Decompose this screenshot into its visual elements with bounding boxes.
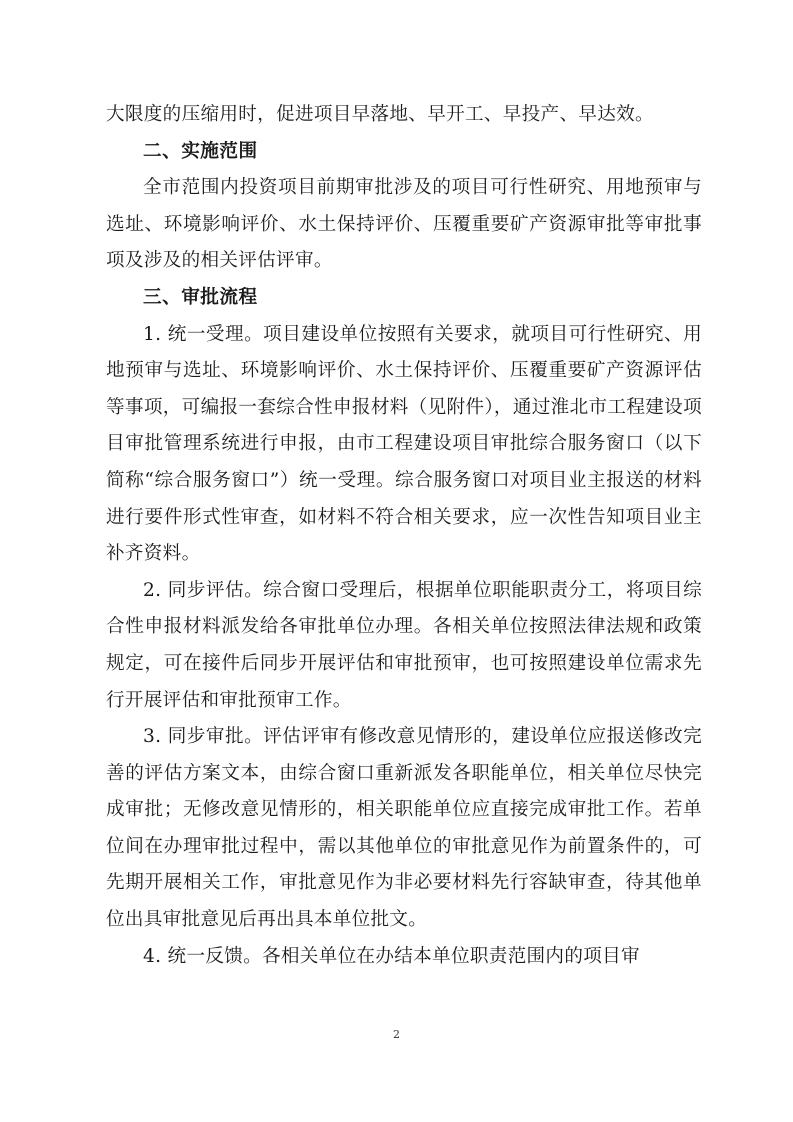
- paragraph-unified-acceptance: 1. 统一受理。项目建设单位按照有关要求，就项目可行性研究、用地预审与选址、环境影响评价、水土保持评价、压覆重要矿产资源评估等事项，可编报一套综合性申报材料（见附件），通过淮北市工程建设项目审批管理系统进行申报，由市工程建设项目审批综合服务窗口（以下简称“综合服务窗口”）统一受理。综合服务窗口对项目业主报送的材料进行要件形式性审查，如材料不符合相关要求，应一次性告知项目业主补齐资料。: [106, 323, 702, 565]
- paragraph-unified-feedback: 4. 统一反馈。各相关单位在办结本单位职责范围内的项目审: [143, 945, 640, 967]
- paragraph-synchronous-approval: 3. 同步审批。评估评审有修改意见情形的，建设单位应报送修改完善的评估方案文本，由综合窗口重新派发各职能单位，相关单位尽快完成审批；无修改意见情形的，相关职能单位应直接完成审批工作。若单位间在办理审批过程中，需以其他单位的审批意见作为前置条件的，可先期开展相关工作，审批意见作为非必要材料先行容缺审查，待其他单位出具审批意见后再出具本单位批文。: [106, 726, 702, 931]
- paragraph-scope: 全市范围内投资项目前期审批涉及的项目可行性研究、用地预审与选址、环境影响评价、水土保持评价、压覆重要矿产资源审批等审批事项及涉及的相关评估评审。: [106, 177, 702, 272]
- paragraph-continuation: 大限度的压缩用时，促进项目早落地、早开工、早投产、早达效。: [106, 104, 654, 125]
- paragraph-synchronous-evaluation: 2. 同步评估。综合窗口受理后，根据单位职能职责分工，将项目综合性申报材料派发给各审批单位办理。各相关单位按照法律法规和政策规定，可在接件后同步开展评估和审批预审，也可按照建设单位需求先行开展评估和审批预审工作。: [106, 579, 702, 711]
- page-number: 2: [393, 1028, 400, 1041]
- section-heading-process: 三、审批流程: [143, 286, 258, 308]
- document-body: [106, 97, 702, 975]
- section-heading-scope: 二、实施范围: [143, 140, 258, 162]
